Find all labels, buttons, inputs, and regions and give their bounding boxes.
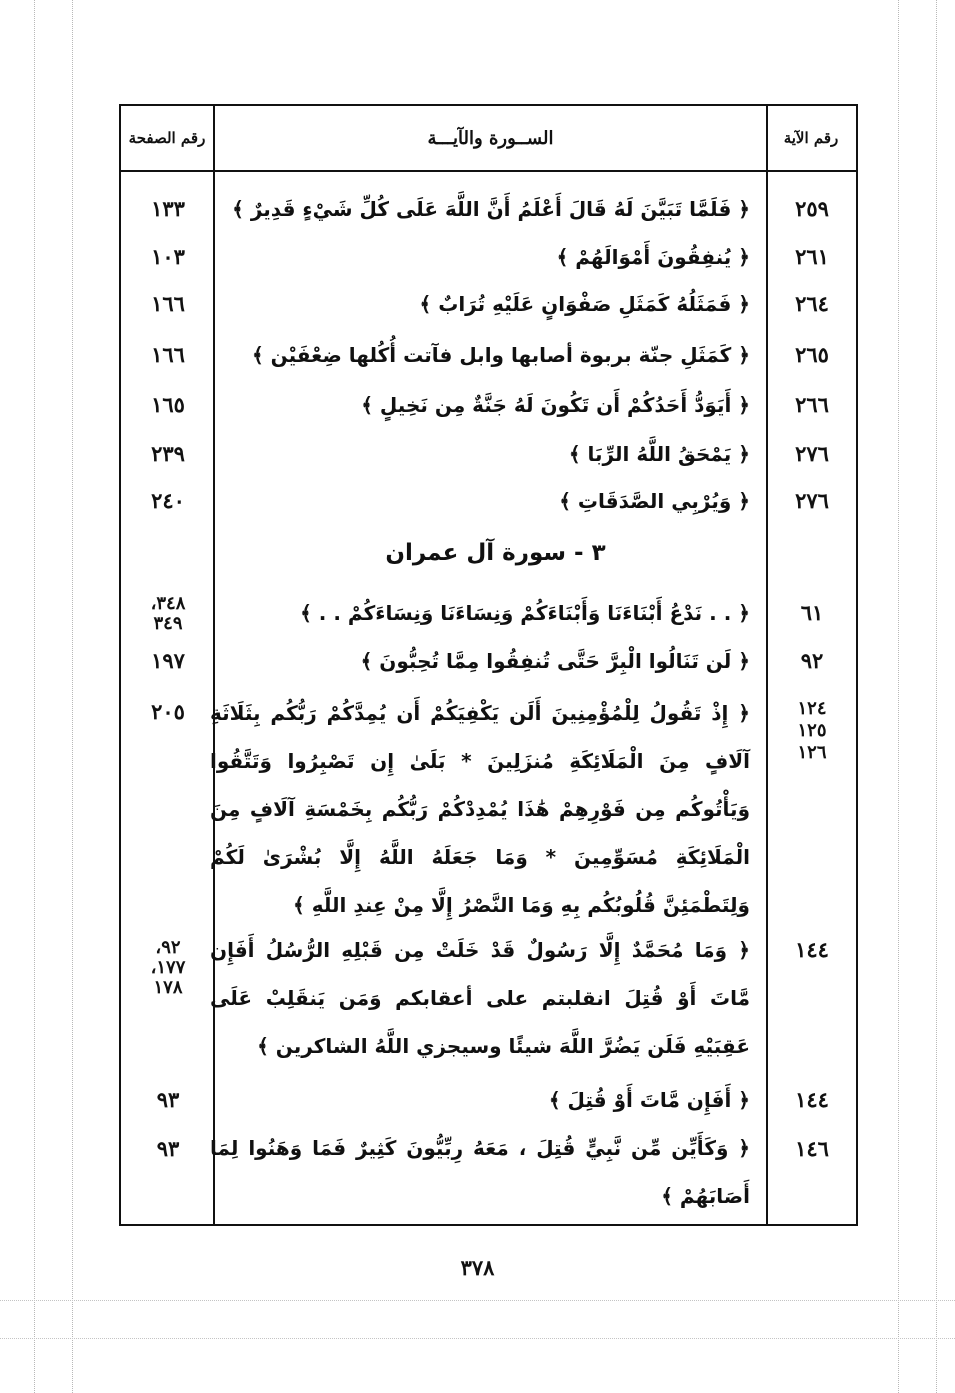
ayah-number: ٢٦٤ (795, 291, 829, 316)
verse-text: ﴿ أَفَإِن مَّاتَ أَوْ قُتِلَ ﴾ (548, 1088, 750, 1112)
page-reference: ١٣٣ (151, 196, 185, 221)
page-reference: ٣٤٨، (150, 593, 186, 614)
scan-guide-line (898, 0, 899, 1393)
scan-guide-line (72, 0, 73, 1393)
header-surah-and-ayah: الســورة والآيـــة (427, 127, 554, 149)
ayah-number: ٢٧٦ (795, 441, 829, 466)
verse-text: ﴿ لَن تَنَالُوا الْبِرَّ حَتَّى تُنفِقُوا مِمَّا تُحِبُّونَ ﴾ (360, 649, 750, 673)
ayah-number: ٢٦٦ (795, 392, 829, 417)
verse-text: ﴿ وَيُرْبِي الصَّدَقَاتِ ﴾ (559, 489, 750, 513)
page-reference: ٢٠٥ (151, 699, 185, 724)
verse-text-multiline: ﴿ وَكَأَيِّن مِّن نَّبِيٍّ قُتِلَ ، مَعَهُ رِبِّيُّونَ كَثِيرٌ فَمَا وَهَنُوا لِمَا أَصَابَهُمْ ﴾ (210, 1136, 750, 1208)
page-reference: ٣٤٩ (153, 613, 183, 634)
scan-guide-line (936, 0, 937, 1393)
verse-text: ﴿ كَمَثَلِ جنّة بربوة أصابها وابل فآتت أُكُلها ضِعْفَيْن ﴾ (251, 343, 750, 367)
verse-text-multiline: ﴿ وَمَا مُحَمَّدٌ إِلَّا رَسُولٌ قَدْ خَلَتْ مِن قَبْلِهِ الرُّسُلُ أَفَإِن مَّاتَ أَوْ قُتِلَ انقلبتم على أعقابكم وَمَن يَنقَلِبْ عَلَى عَقِبَيْهِ فَلَن يَضُرَّ اللَّهَ شيئًا وسيجزي اللَّهُ الشاكرين ﴾ (210, 938, 750, 1058)
ayah-number: ٢٦١ (795, 244, 829, 269)
ayah-number: ١٢٥ (797, 720, 827, 741)
page-reference: ١٦٦ (151, 342, 185, 367)
page-reference: ٩٢، (155, 937, 181, 958)
ayah-number: ٢٥٩ (795, 196, 829, 221)
header-divider (121, 170, 856, 172)
surah-heading: ٣ - سورة آل عمران (385, 540, 606, 566)
ayah-number: ١٤٦ (795, 1136, 829, 1161)
scan-guide-line (34, 0, 35, 1393)
header-ayah-number: رقم الآية (783, 129, 839, 147)
page-reference: ١٦٦ (151, 291, 185, 316)
page-reference: ٩٣ (156, 1087, 180, 1112)
index-table (119, 104, 858, 1226)
page-reference: ١٧٧، (150, 957, 186, 978)
page-reference: ١٧٨ (153, 977, 183, 998)
page-reference: ١٦٥ (151, 392, 185, 417)
page-reference: ٩٣ (156, 1136, 180, 1161)
ayah-number: ١٤٤ (795, 1087, 829, 1112)
page-number: ٣٧٨ (460, 1255, 495, 1280)
ayah-number: ١٢٦ (797, 742, 827, 763)
ayah-number: ٢٧٦ (795, 488, 829, 513)
verse-text: ﴿ يُنفِقُونَ أَمْوَالَهُمْ ﴾ (556, 245, 750, 269)
page-reference: ٢٣٩ (151, 441, 185, 466)
page-reference: ٢٤٠ (151, 488, 185, 513)
verse-text-multiline: ﴿ إِذْ تَقُولُ لِلْمُؤْمِنِينَ أَلَن يَكْفِيَكُمْ أَن يُمِدَّكُمْ رَبُّكُم بِثَلَاثَةِ آلَافٍ مِنَ الْمَلَائِكَةِ مُنزَلِينَ * بَلَىٰ إِن تَصْبِرُوا وَتَتَّقُوا وَيَأْتُوكُم مِن فَوْرِهِمْ هَٰذَا يُمْدِدْكُمْ رَبُّكُم بِخَمْسَةِ آلَافٍ مِنَ الْمَلَائِكَةِ مُسَوِّمِينَ * وَمَا جَعَلَهُ اللَّهُ إِلَّا بُشْرَىٰ لَكُمْ وَلِتَطْمَئِنَّ قُلُوبُكُم بِهِ وَمَا النَّصْرُ إِلَّا مِنْ عِندِ اللَّهِ ﴾ (210, 701, 750, 917)
ayah-number: ١٤٤ (795, 937, 829, 962)
verse-text: ﴿ يَمْحَقُ اللَّهُ الرِّبَا ﴾ (568, 442, 750, 466)
ayah-number: ٦١ (800, 600, 824, 625)
verse-text: ﴿ أَيَوَدُّ أَحَدُكُمْ أَن تَكُونَ لَهُ جَنَّةٌ مِن نَخِيلٍ ﴾ (361, 393, 750, 417)
page-reference: ١٩٧ (151, 648, 185, 673)
ayah-number: ١٢٤ (797, 698, 827, 719)
scan-guide-line (0, 1300, 955, 1301)
ayah-number: ٩٢ (800, 648, 824, 673)
page-reference: ١٠٣ (151, 244, 185, 269)
verse-text: ﴿ . . نَدْعُ أَبْنَاءَنَا وَأَبْنَاءَكُمْ وَنِسَاءَنَا وَنِسَاءَكُمْ . . ﴾ (300, 601, 750, 625)
verse-text: ﴿ فَلَمَّا تَبَيَّنَ لَهُ قَالَ أَعْلَمُ أَنَّ اللَّهَ عَلَى كُلِّ شَيْءٍ قَدِيرٌ ﴾ (232, 197, 750, 221)
header-page-number: رقم الصفحة (128, 129, 206, 147)
ayah-number: ٢٦٥ (795, 342, 829, 367)
scan-guide-line (0, 1338, 955, 1339)
verse-text: ﴿ فَمَثَلُهُ كَمَثَلِ صَفْوَانٍ عَلَيْهِ تُرَابٌ ﴾ (419, 292, 750, 316)
